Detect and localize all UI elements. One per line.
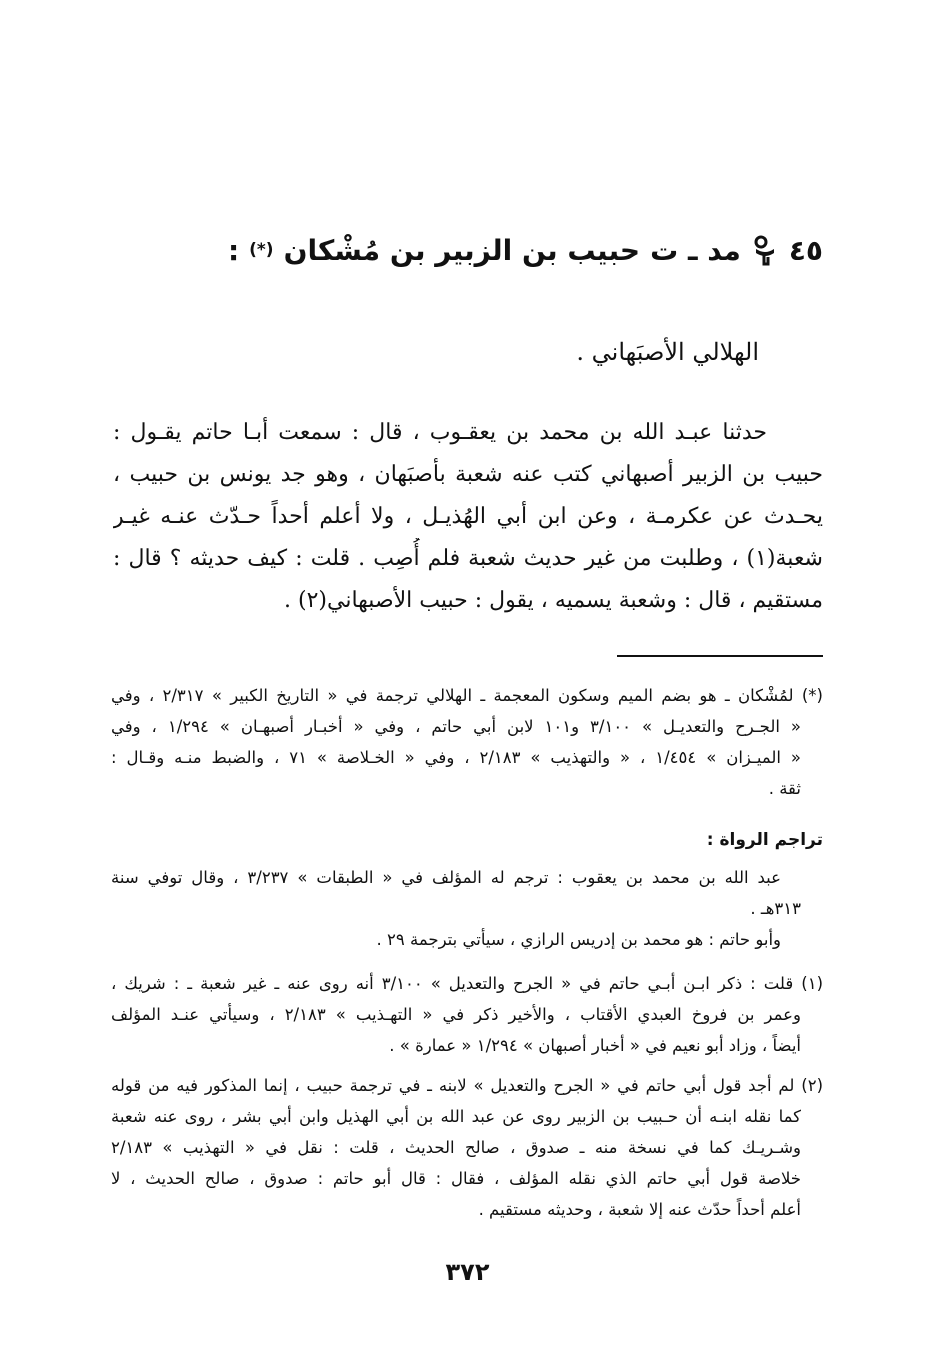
footnote-1 <box>111 968 823 1061</box>
footnote-line: أيضاً ، وزاد أبو نعيم في « أخبار أصبهان » ١/٢٩٤ « عمارة » . <box>389 1036 801 1055</box>
footnote-line: « الجـرح والتعديـل » ٣/١٠٠ و١٠١ لابن أبي حاتم ، وفي « أخبـار أصبهـان » ١/٢٩٤ ، وفي <box>111 717 801 736</box>
narrators-heading: تراجم الرواة : <box>706 830 823 850</box>
footnote-line: (٢) لم أجد قول أبي حاتم في « الجرح والتعديل » لابنه ـ في ترجمة حبيب ، إنما المذكور فيه من قوله <box>111 1076 823 1095</box>
hadith-symbol-icon <box>751 233 779 267</box>
body-line: شعبة(١) ، وطلبت من غير حديث شعبة فلم أُصِب . قلت : كيف حديثه ؟ قال : <box>113 546 823 571</box>
heading-colon: : <box>227 233 240 267</box>
footnote-2 <box>111 1070 823 1225</box>
entry-number: ٤٥ <box>788 233 823 267</box>
footnote-line: عبد الله بن محمد بن يعقوب : ترجم له المؤلف في « الطبقات » ٣/٢٣٧ ، وقال توفي سنة <box>111 868 781 887</box>
footnote-line: أعلم أحداً حدّث عنه إلا شعبة ، وحديثه مستقيم . <box>478 1200 801 1219</box>
main-text <box>113 412 823 622</box>
entry-heading <box>103 220 823 280</box>
footnote-line: كما نقله ابنـه أن حـبيب بن الزبير روى عن عبد الله بن أبي الهذيل وابن أبي بشر ، روى عنه شعبة <box>111 1107 801 1126</box>
entry-subtitle: الهلالي الأصبَهاني . <box>576 338 759 366</box>
entry-name: حبيب بن الزبير بن مُشْكان <box>283 233 641 267</box>
footnote-star <box>111 680 823 804</box>
entry-codes: مد ـ ت <box>650 233 741 267</box>
footnote-line: « الميـزان » ١/٤٥٤ ، « والتهذيب » ٢/١٨٣ ، وفي « الخـلاصة » ٧١ ، والضبط منـه وقـال : <box>111 748 801 767</box>
footnote-line: ٣١٣هـ . <box>750 899 801 918</box>
footnote-line: وشـريـك كما في نسخة منه ـ صدوق ، صالح الحديث ، قلت : نقل في « التهذيب » ٢/١٨٣ <box>111 1138 801 1157</box>
footnote-line: ثقة . <box>768 779 801 798</box>
body-line: مستقيم ، قال : وشعبة يسميه ، يقول : حبيب الأصبهاني(٢) . <box>284 588 823 613</box>
footnote-line: وأبو حاتم : هو محمد بن إدريس الرازي ، سيأتي بترجمة ٢٩ . <box>376 930 781 949</box>
footnote-separator <box>617 655 823 657</box>
footnote-line: (*) لمُشْكان ـ هو بضم الميم وسكون المعجمة ـ الهلالي ترجمة في « التاريخ الكبير » ٢/٣١٧ ، وفي <box>111 686 823 705</box>
page-number: ٣٧٢ <box>445 1258 490 1286</box>
footnote-line: (١) قلت : ذكر ابـن أبـي حاتم في « الجرح والتعديل » ٣/١٠٠ أنه روى عنه ـ غير شعبة ـ : شريك ، <box>111 974 823 993</box>
footnote-line: خلاصة قول أبي حاتم الذي نقله المؤلف ، فقال : قال أبو حاتم : صدوق ، صالح الحديث ، لا <box>111 1169 801 1188</box>
footnote-narrators <box>111 862 823 955</box>
footnote-line: وعمر بن فروخ العبدي الأقتاب ، والأخير ذكر في « التهـذيب » ٢/١٨٣ ، وسيأتي عنـد المؤلف <box>111 1005 801 1024</box>
body-line: يحـدث عن عكرمـة ، وعن ابن أبي الهُذيـل ، ولا أعلم أحداً حـدّث عنـه غيـر <box>113 504 823 529</box>
body-line: حبيب بن الزبير أصبهاني كتب عنه شعبة بأصبَهان ، وهو جد يونس بن حبيب ، <box>113 462 823 487</box>
footnote-marker: (*) <box>249 240 274 260</box>
body-line: حدثنا عبـد الله بن محمد بن يعقـوب ، قال : سمعت أبـا حاتم يقـول : <box>113 420 767 445</box>
